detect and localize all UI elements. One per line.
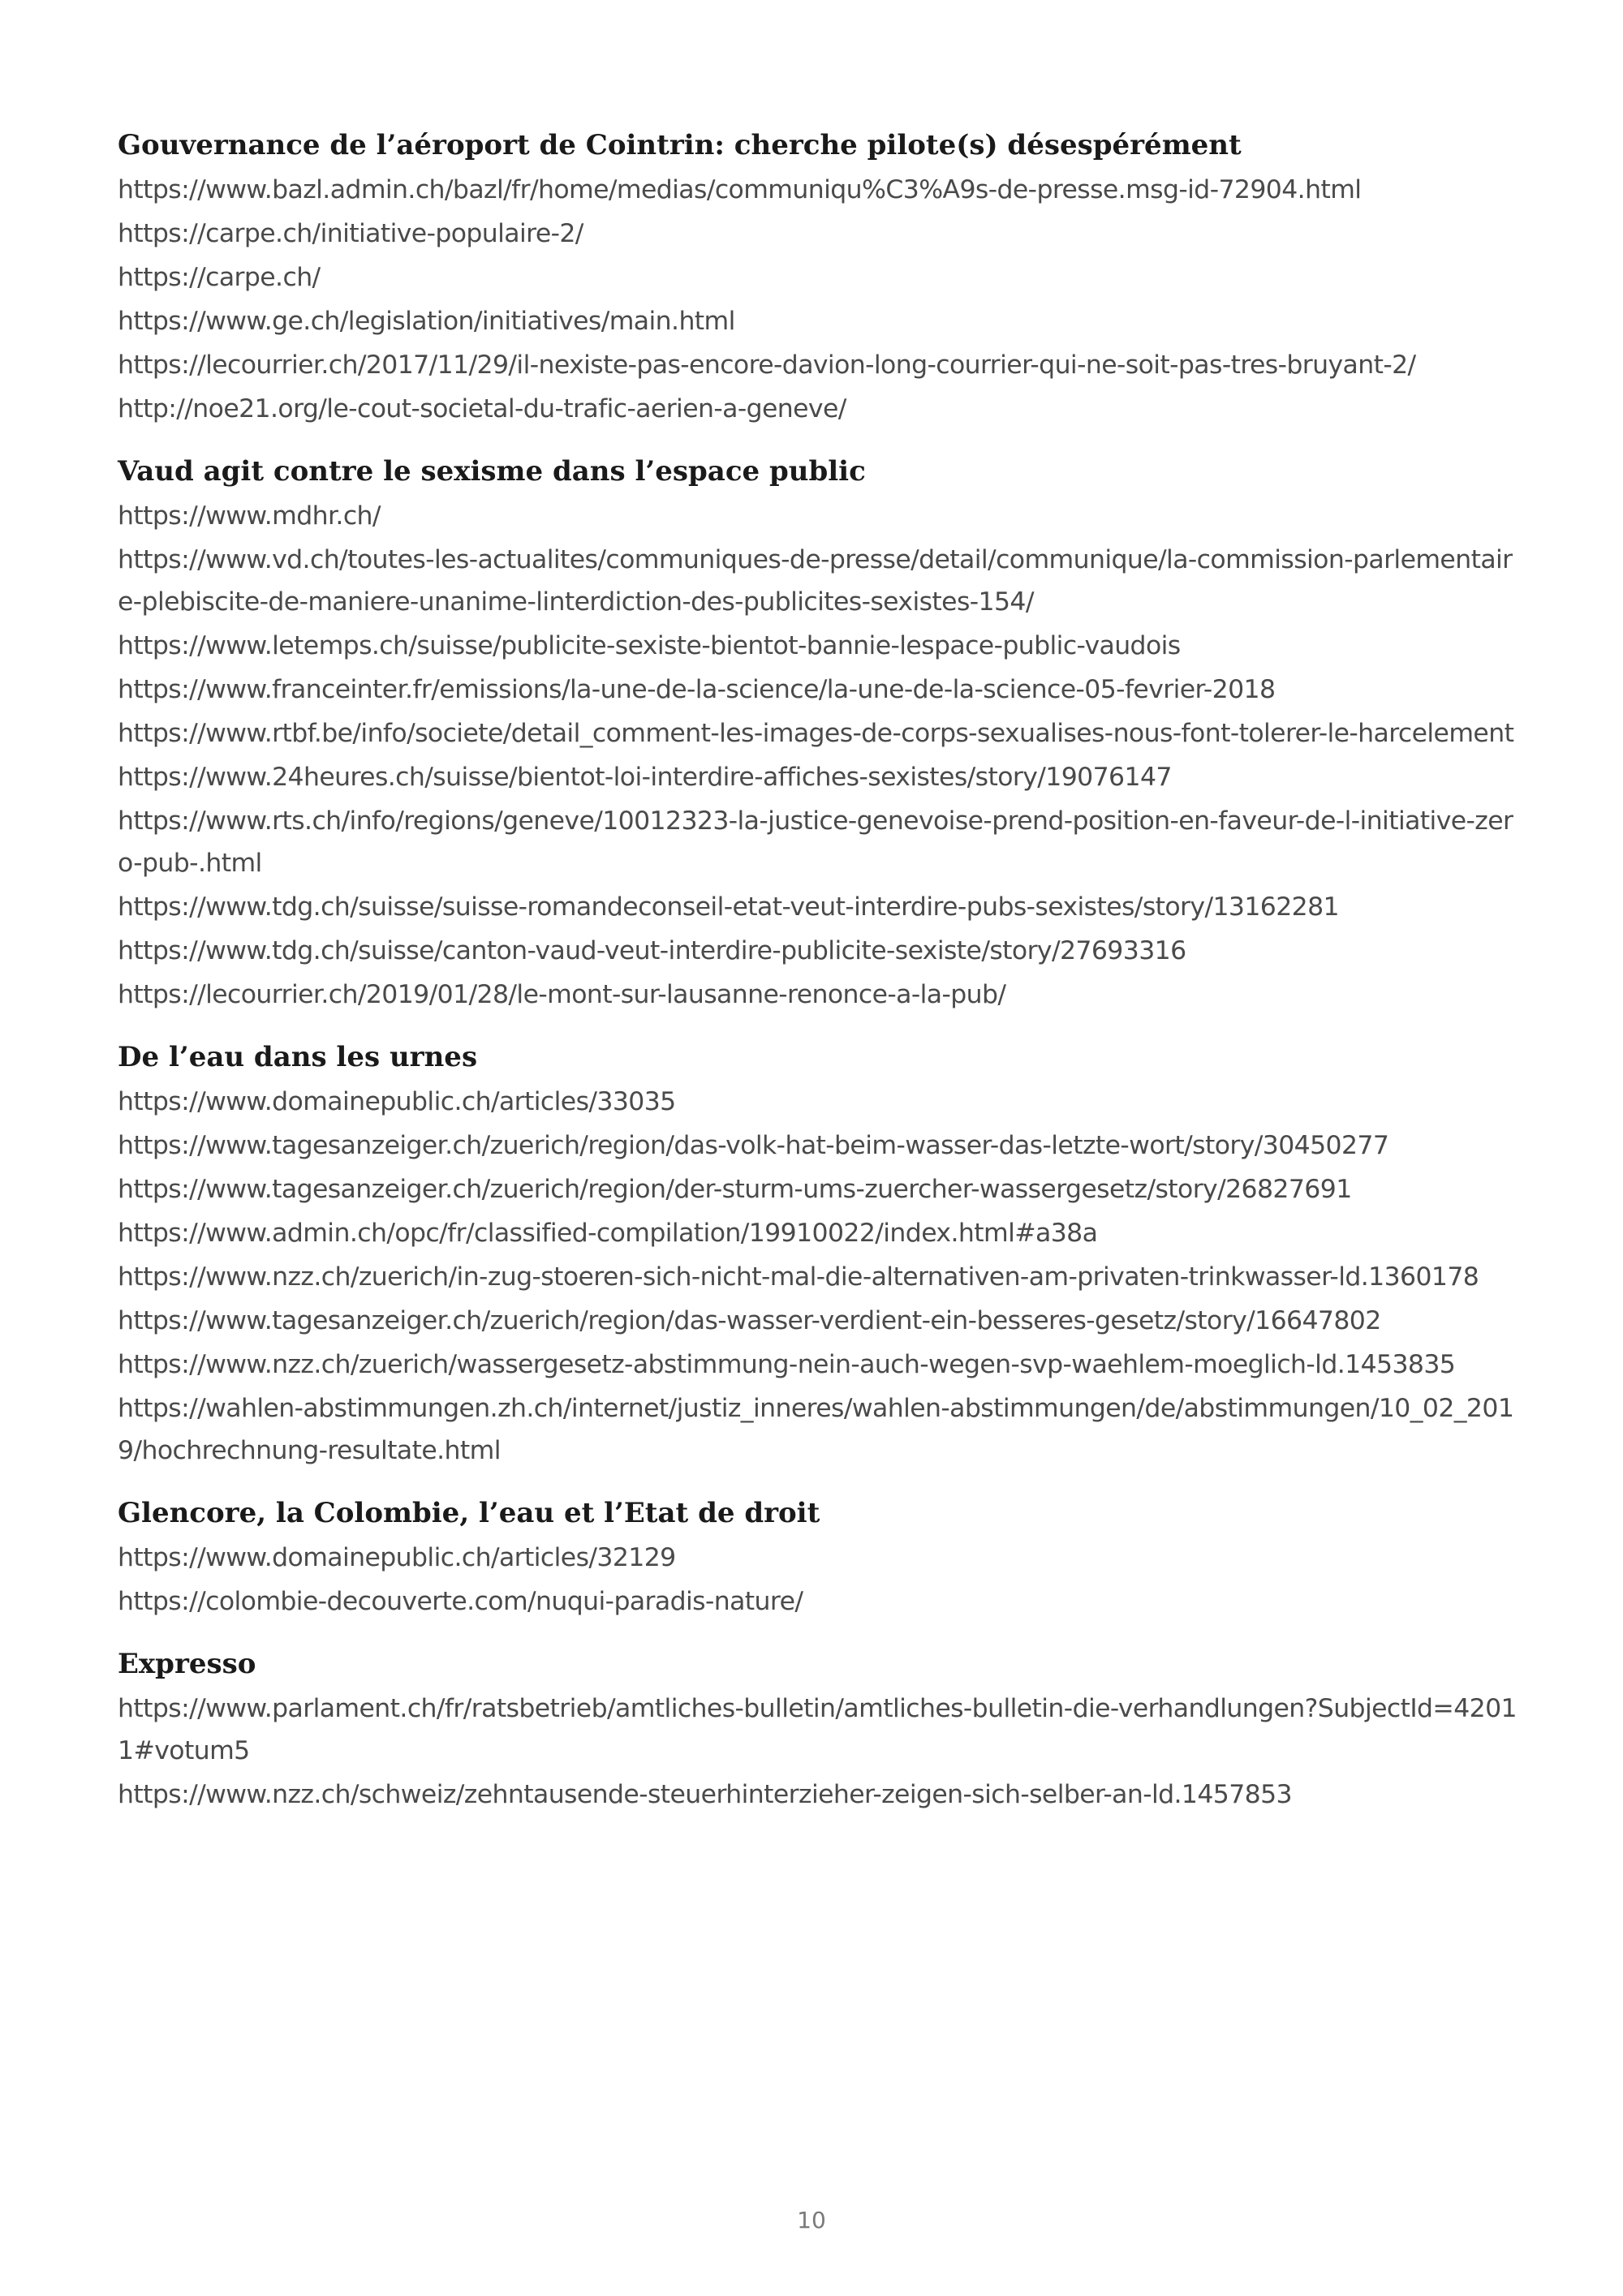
reference-link[interactable]: https://www.domainepublic.ch/articles/32129 bbox=[118, 1543, 676, 1572]
section bbox=[118, 1640, 1522, 1816]
reference-link[interactable]: https://lecourrier.ch/2019/01/28/le-mont-sur-lausanne-renonce-a-la-pub/ bbox=[118, 980, 1006, 1009]
reference-link[interactable]: https://www.ge.ch/legislation/initiatives/main.html bbox=[118, 307, 735, 336]
reference-link[interactable]: https://carpe.ch/initiative-populaire-2/ bbox=[118, 219, 583, 248]
reference-link[interactable]: https://www.domainepublic.ch/articles/33035 bbox=[118, 1087, 676, 1116]
reference-link[interactable]: https://www.vd.ch/toutes-les-actualites/communiques-de-presse/detail/communique/la-commission-parlementaire-plebiscite-de-maniere-unanime-linterdiction-des-publicites-sexistes-154/ bbox=[118, 545, 1513, 617]
reference-link[interactable]: https://www.nzz.ch/zuerich/wassergesetz-abstimmung-nein-auch-wegen-svp-waehlem-moeglich-ld.1453835 bbox=[118, 1350, 1456, 1379]
link-list bbox=[118, 1081, 1522, 1472]
link-list bbox=[118, 1688, 1522, 1816]
reference-link[interactable]: https://www.nzz.ch/zuerich/in-zug-stoeren-sich-nicht-mal-die-alternativen-am-privaten-trinkwasser-ld.1360178 bbox=[118, 1262, 1479, 1292]
section bbox=[118, 1490, 1522, 1623]
section bbox=[118, 448, 1522, 1016]
reference-link[interactable]: https://www.tagesanzeiger.ch/zuerich/region/das-wasser-verdient-ein-besseres-gesetz/story/16647802 bbox=[118, 1306, 1381, 1335]
reference-link[interactable]: https://www.nzz.ch/schweiz/zehntausende-steuerhinterzieher-zeigen-sich-selber-an-ld.1457853 bbox=[118, 1780, 1293, 1809]
reference-link[interactable]: https://www.bazl.admin.ch/bazl/fr/home/medias/communiqu%C3%A9s-de-presse.msg-id-72904.html bbox=[118, 175, 1362, 204]
reference-link[interactable]: https://www.mdhr.ch/ bbox=[118, 501, 381, 531]
page-number: 10 bbox=[797, 2207, 826, 2234]
sections-container bbox=[118, 122, 1522, 1816]
reference-link[interactable]: https://wahlen-abstimmungen.zh.ch/internet/justiz_inneres/wahlen-abstimmungen/de/abstimmungen/10_02_2019/hochrechnung-resultate.html bbox=[118, 1394, 1514, 1465]
reference-link[interactable]: https://www.rts.ch/info/regions/geneve/10012323-la-justice-genevoise-prend-position-en-faveur-de-l-initiative-zero-pub-.html bbox=[118, 806, 1513, 878]
reference-link[interactable]: https://www.rtbf.be/info/societe/detail_comment-les-images-de-corps-sexualises-nous-font-tolerer-le-harcelement bbox=[118, 719, 1514, 748]
reference-link[interactable]: https://carpe.ch/ bbox=[118, 263, 321, 292]
reference-link[interactable]: http://noe21.org/le-cout-societal-du-trafic-aerien-a-geneve/ bbox=[118, 394, 846, 424]
section-title: Gouvernance de l’aéroport de Cointrin: cherche pilote(s) désespérément bbox=[118, 129, 1242, 161]
reference-link[interactable]: https://www.parlament.ch/fr/ratsbetrieb/amtliches-bulletin/amtliches-bulletin-die-verhandlungen?SubjectId=42011#votum5 bbox=[118, 1694, 1517, 1765]
reference-link[interactable]: https://www.tdg.ch/suisse/canton-vaud-veut-interdire-publicite-sexiste/story/27693316 bbox=[118, 936, 1186, 965]
link-list bbox=[118, 495, 1522, 1016]
link-list bbox=[118, 169, 1522, 430]
reference-link[interactable]: https://www.tagesanzeiger.ch/zuerich/region/das-volk-hat-beim-wasser-das-letzte-wort/story/30450277 bbox=[118, 1131, 1389, 1160]
reference-link[interactable]: https://www.24heures.ch/suisse/bientot-loi-interdire-affiches-sexistes/story/19076147 bbox=[118, 763, 1172, 792]
section-title: Expresso bbox=[118, 1648, 256, 1680]
document-page bbox=[118, 122, 1522, 1834]
reference-link[interactable]: https://www.admin.ch/opc/fr/classified-compilation/19910022/index.html#a38a bbox=[118, 1219, 1098, 1248]
section bbox=[118, 1034, 1522, 1472]
reference-link[interactable]: https://www.letemps.ch/suisse/publicite-sexiste-bientot-bannie-lespace-public-vaudois bbox=[118, 631, 1181, 660]
reference-link[interactable]: https://www.franceinter.fr/emissions/la-une-de-la-science/la-une-de-la-science-05-fevrier-2018 bbox=[118, 675, 1276, 704]
section-title: Vaud agit contre le sexisme dans l’espace public bbox=[118, 455, 866, 488]
section-title: Glencore, la Colombie, l’eau et l’Etat de droit bbox=[118, 1497, 820, 1529]
reference-link[interactable]: https://www.tagesanzeiger.ch/zuerich/region/der-sturm-ums-zuercher-wassergesetz/story/26827691 bbox=[118, 1175, 1352, 1204]
reference-link[interactable]: https://colombie-decouverte.com/nuqui-paradis-nature/ bbox=[118, 1587, 803, 1616]
reference-link[interactable]: https://lecourrier.ch/2017/11/29/il-nexiste-pas-encore-davion-long-courrier-qui-ne-soit-pas-tres-bruyant-2/ bbox=[118, 350, 1416, 380]
section-title: De l’eau dans les urnes bbox=[118, 1041, 478, 1073]
section bbox=[118, 122, 1522, 430]
link-list bbox=[118, 1537, 1522, 1623]
reference-link[interactable]: https://www.tdg.ch/suisse/suisse-romandeconseil-etat-veut-interdire-pubs-sexistes/story/13162281 bbox=[118, 892, 1339, 922]
